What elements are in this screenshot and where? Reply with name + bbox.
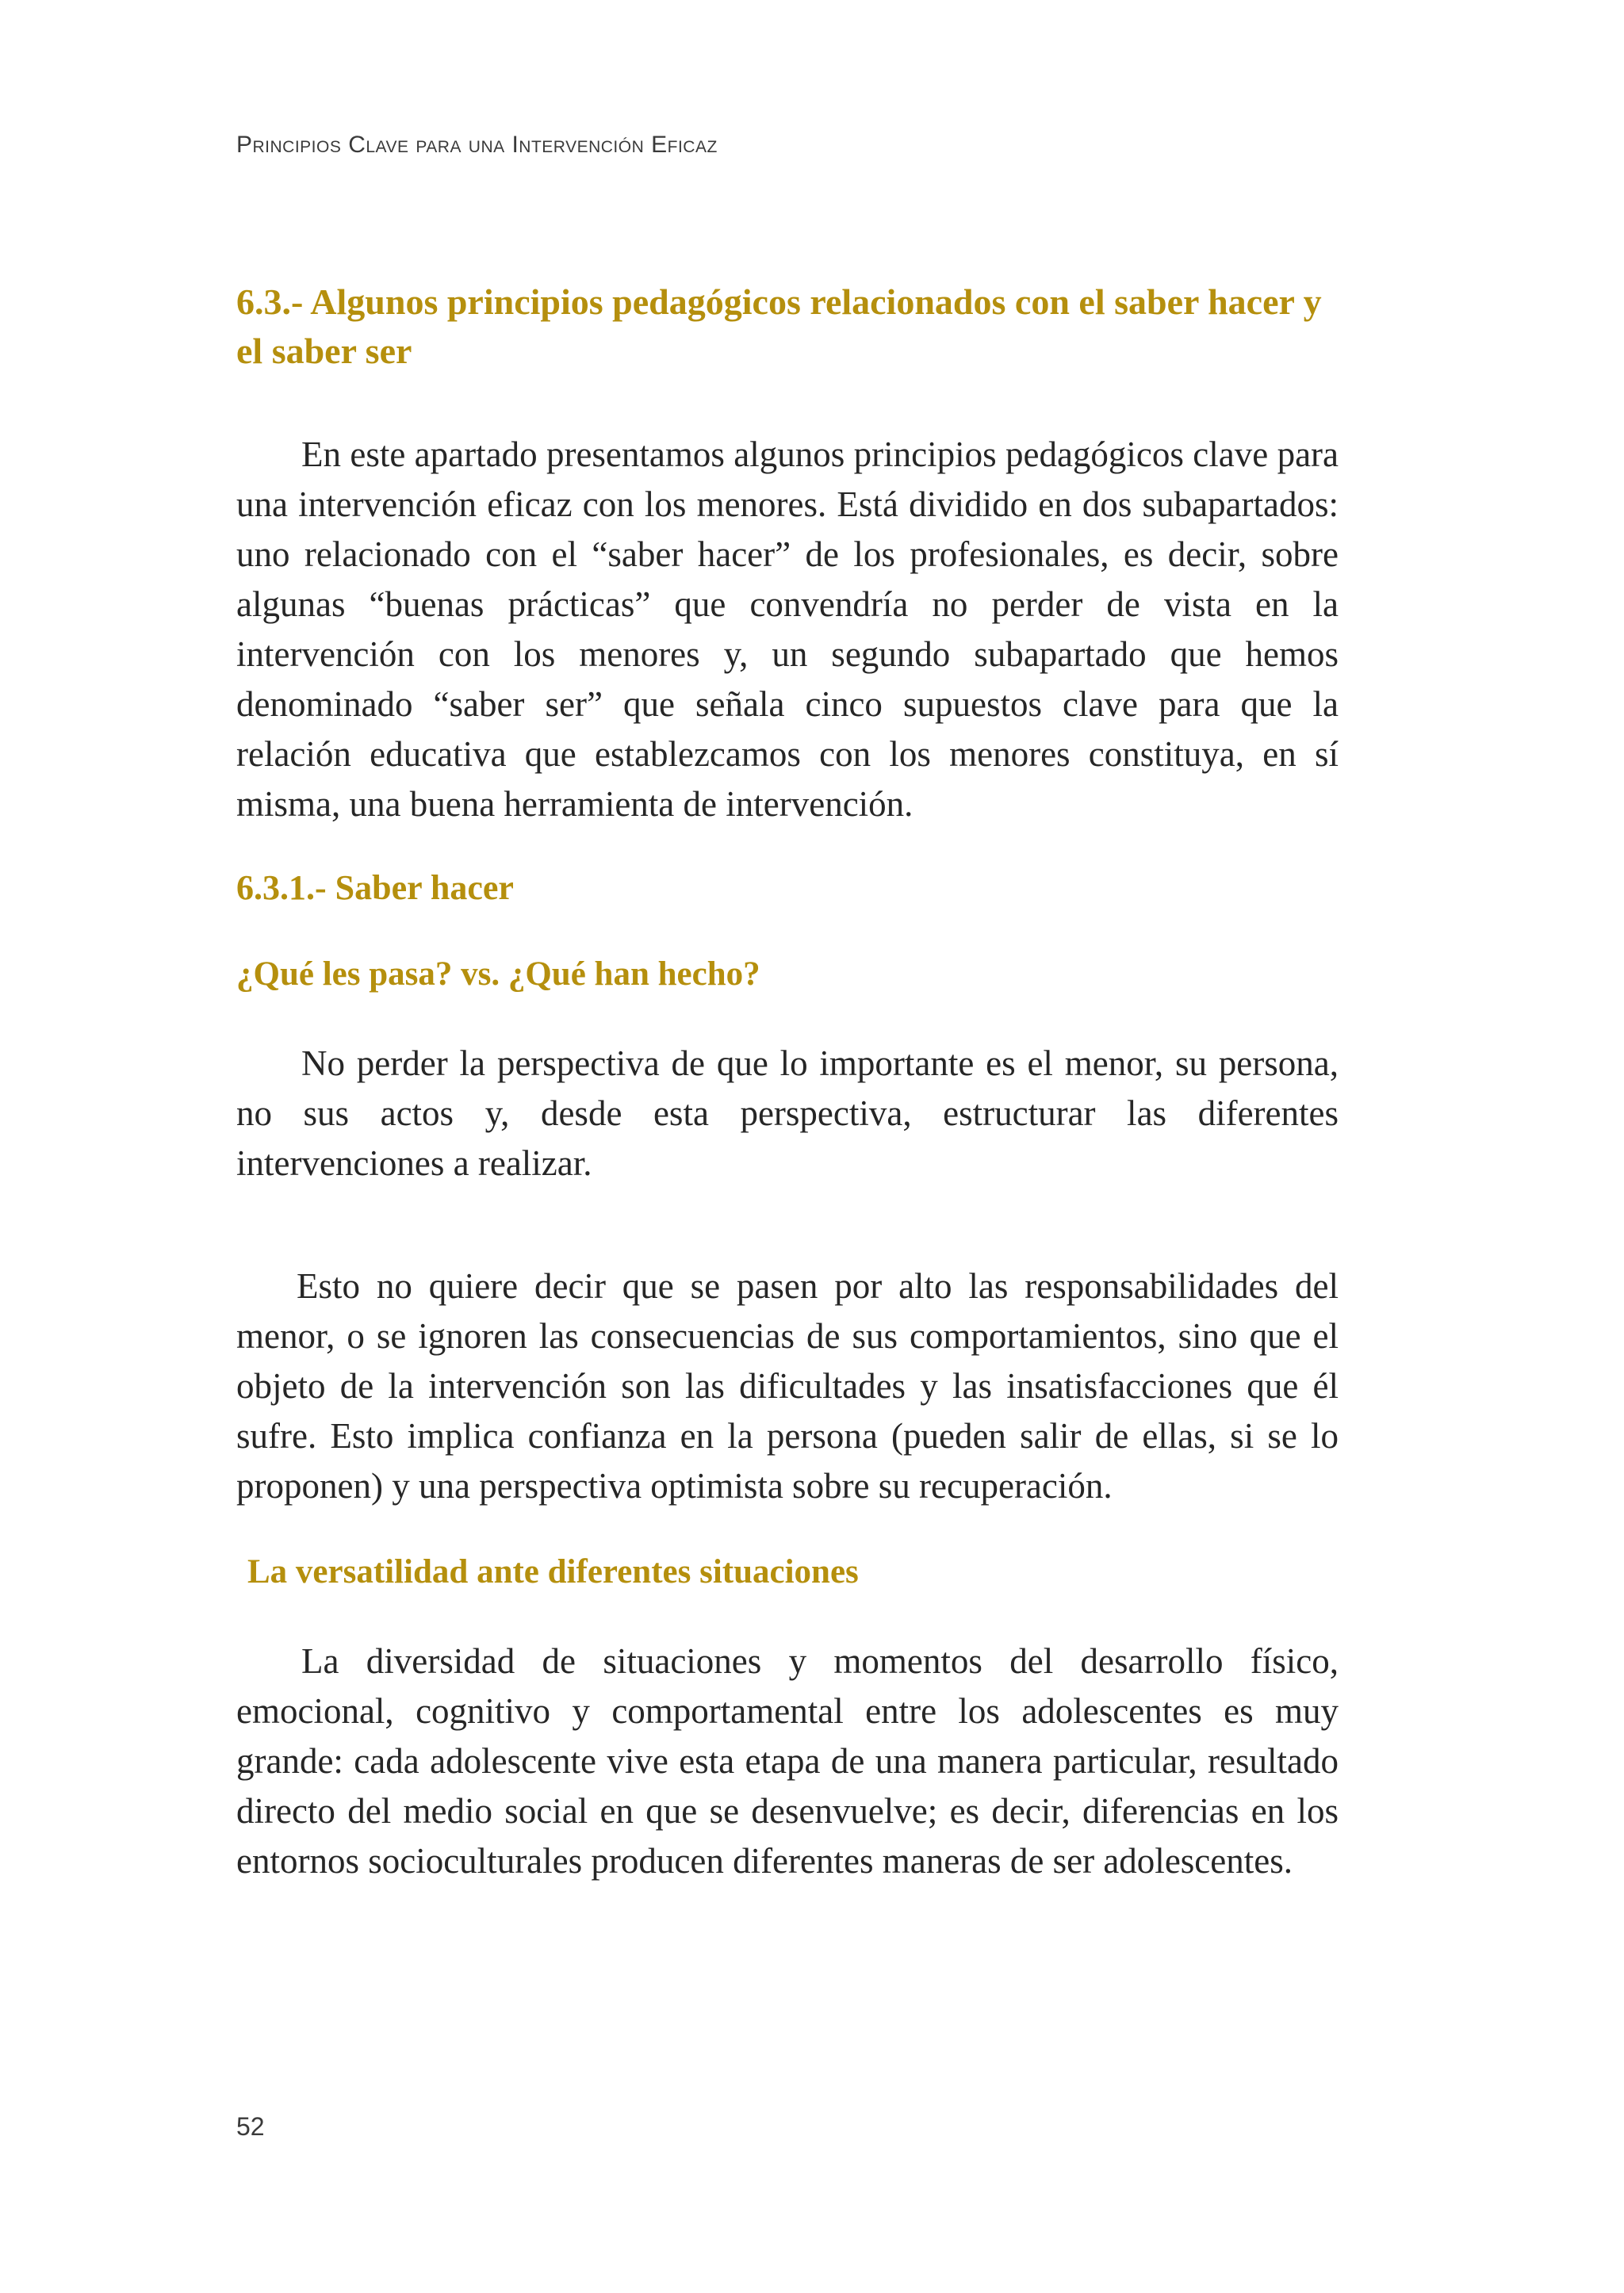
page-number: 52 (236, 2112, 265, 2141)
topic-heading-que-les-pasa: ¿Qué les pasa? vs. ¿Qué han hecho? (236, 955, 760, 993)
topic-heading-versatilidad: La versatilidad ante diferentes situaciones (247, 1553, 859, 1591)
topic-paragraph: No perder la perspectiva de que lo importante es el menor, su persona, no sus actos y, desde esta perspectiva, estructurar las diferentes intervenciones a realizar. (236, 1043, 1339, 1183)
section-title: 6.3.- Algunos principios pedagógicos relacionados con el saber hacer y el saber ser (236, 281, 1322, 371)
topic-paragraph: Esto no quiere decir que se pasen por alto las responsabilidades del menor, o se ignoren las consecuencias de sus comportamientos, sino que el objeto de la intervención son las dificultades y las insatisfacciones que él sufre. Esto implica confianza en la persona (pueden salir de ellas, si se lo proponen) y una perspectiva optimista sobre su recuperación. (236, 1266, 1339, 1506)
page-content (236, 278, 1339, 1886)
intro-paragraph: En este apartado presentamos algunos principios pedagógicos clave para una intervención eficaz con los menores. Está dividido en dos subapartados: uno relacionado con el “saber hacer” de los profesionales, es decir, sobre algunas “buenas prácticas” que convendría no perder de vista en la intervención con los menores y, un segundo subapartado que hemos denominado “saber ser” que señala cinco supuestos clave para que la relación educativa que establezcamos con los menores constituya, en sí misma, una buena herramienta de intervención. (236, 434, 1339, 824)
subsection-title: 6.3.1.- Saber hacer (236, 868, 514, 907)
running-header: Principios Clave para una Intervención Eficaz (236, 132, 718, 158)
topic-paragraph: La diversidad de situaciones y momentos del desarrollo físico, emocional, cognitivo y comportamental entre los adolescentes es muy grande: cada adolescente vive esta etapa de una manera particular, resultado directo del medio social en que se desenvuelve; es decir, diferencias en los entornos socioculturales producen diferentes maneras de ser adolescentes. (236, 1641, 1339, 1881)
